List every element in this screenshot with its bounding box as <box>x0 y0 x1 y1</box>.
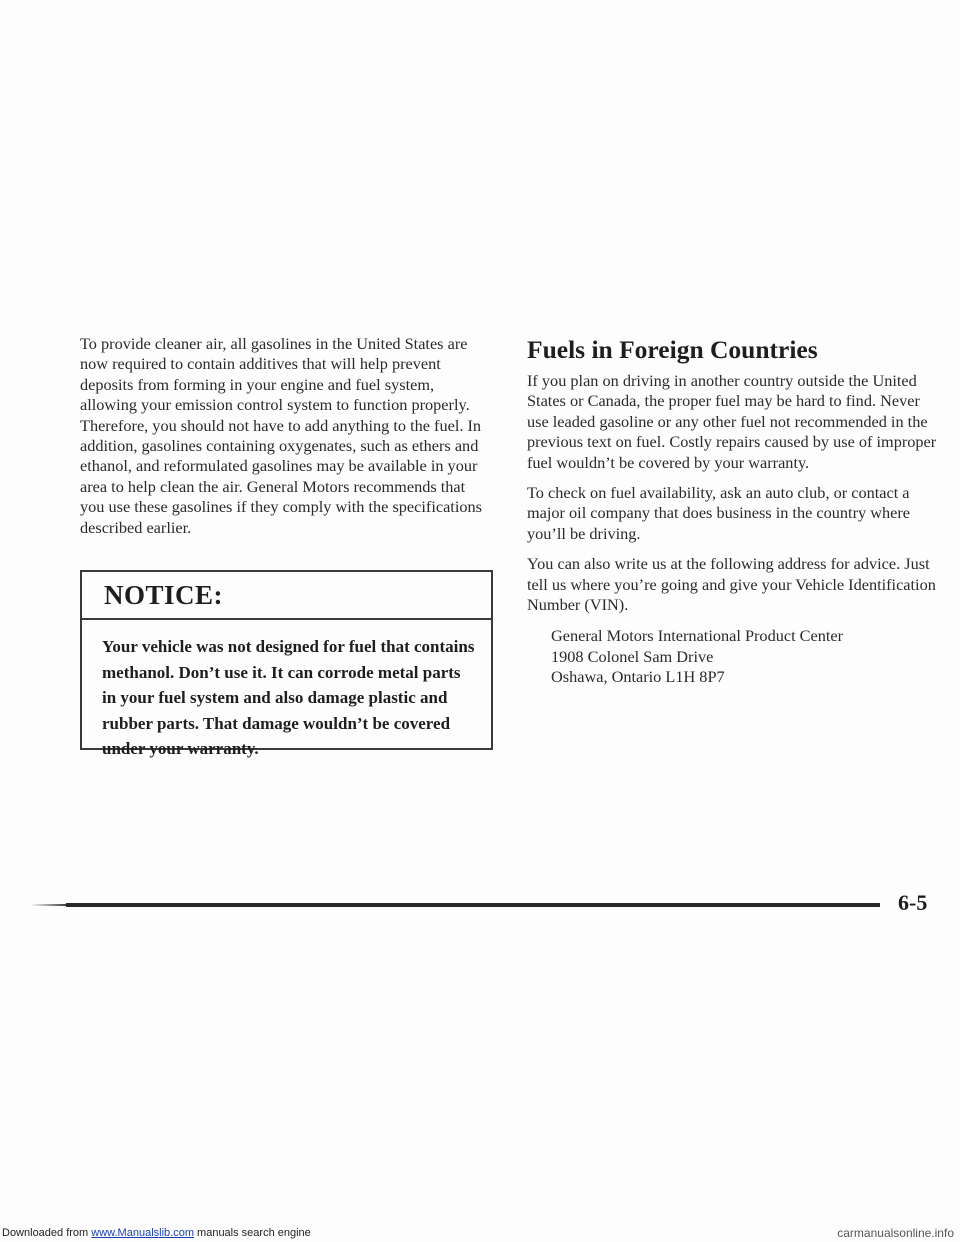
notice-header <box>82 572 491 620</box>
footer-suffix: manuals search engine <box>193 1227 311 1239</box>
footer-prefix: Downloaded from <box>2 1227 92 1239</box>
page-number: 6-5 <box>898 890 928 915</box>
foreign-fuel-paragraph: If you plan on driving in another country outside the United States or Canada, the proper fuel may be hard to find. Never use leaded gasoline or any other fuel not recommended in the previous text on fuel. Costly repairs caused by use of improper fuel wouldn’t be covered by your warranty. <box>527 371 937 472</box>
mailing-address <box>551 626 937 687</box>
footer-rule-fade <box>30 904 70 906</box>
manualslib-link[interactable]: www.Manualslib.com <box>91 1227 194 1239</box>
footer-watermark: carmanualsonline.info <box>837 1226 954 1240</box>
notice-body: Your vehicle was not designed for fuel that contains methanol. Don’t use it. It can corrode metal parts in your fuel system and also damage plastic and rubber parts. That damage wouldn’t be covered under your warranty. <box>102 637 475 758</box>
address-line: General Motors International Product Center <box>551 626 844 646</box>
section-heading: Fuels in Foreign Countries <box>527 335 818 364</box>
right-column <box>527 334 937 688</box>
notice-box <box>80 570 493 758</box>
footer-rule <box>66 903 880 907</box>
gasoline-additives-paragraph: To provide cleaner air, all gasolines in the United States are now required to contain additives that will help prevent deposits from forming in your engine and fuel system, allowing your emission control system to function properly. Therefore, you should not have to add anything to the fuel. In addition, gasolines containing oxygenates, such as ethers and ethanol, and reformulated gasolines may be available in your area to help clean the air. General Motors recommends that you use these gasolines if they comply with the specifications described earlier. <box>80 334 482 537</box>
fuel-availability-paragraph: To check on fuel availability, ask an auto club, or contact a major oil company that does business in the country where you’ll be driving. <box>527 483 910 543</box>
left-column <box>80 334 490 538</box>
download-footer <box>0 1224 960 1242</box>
address-line: 1908 Colonel Sam Drive <box>551 646 714 666</box>
write-us-paragraph: You can also write us at the following address for advice. Just tell us where you’re going and give your Vehicle Identification Number (VIN). <box>527 554 936 615</box>
footer-source <box>2 1224 311 1242</box>
address-line: Oshawa, Ontario L1H 8P7 <box>551 667 725 687</box>
notice-title: NOTICE: <box>104 579 224 610</box>
